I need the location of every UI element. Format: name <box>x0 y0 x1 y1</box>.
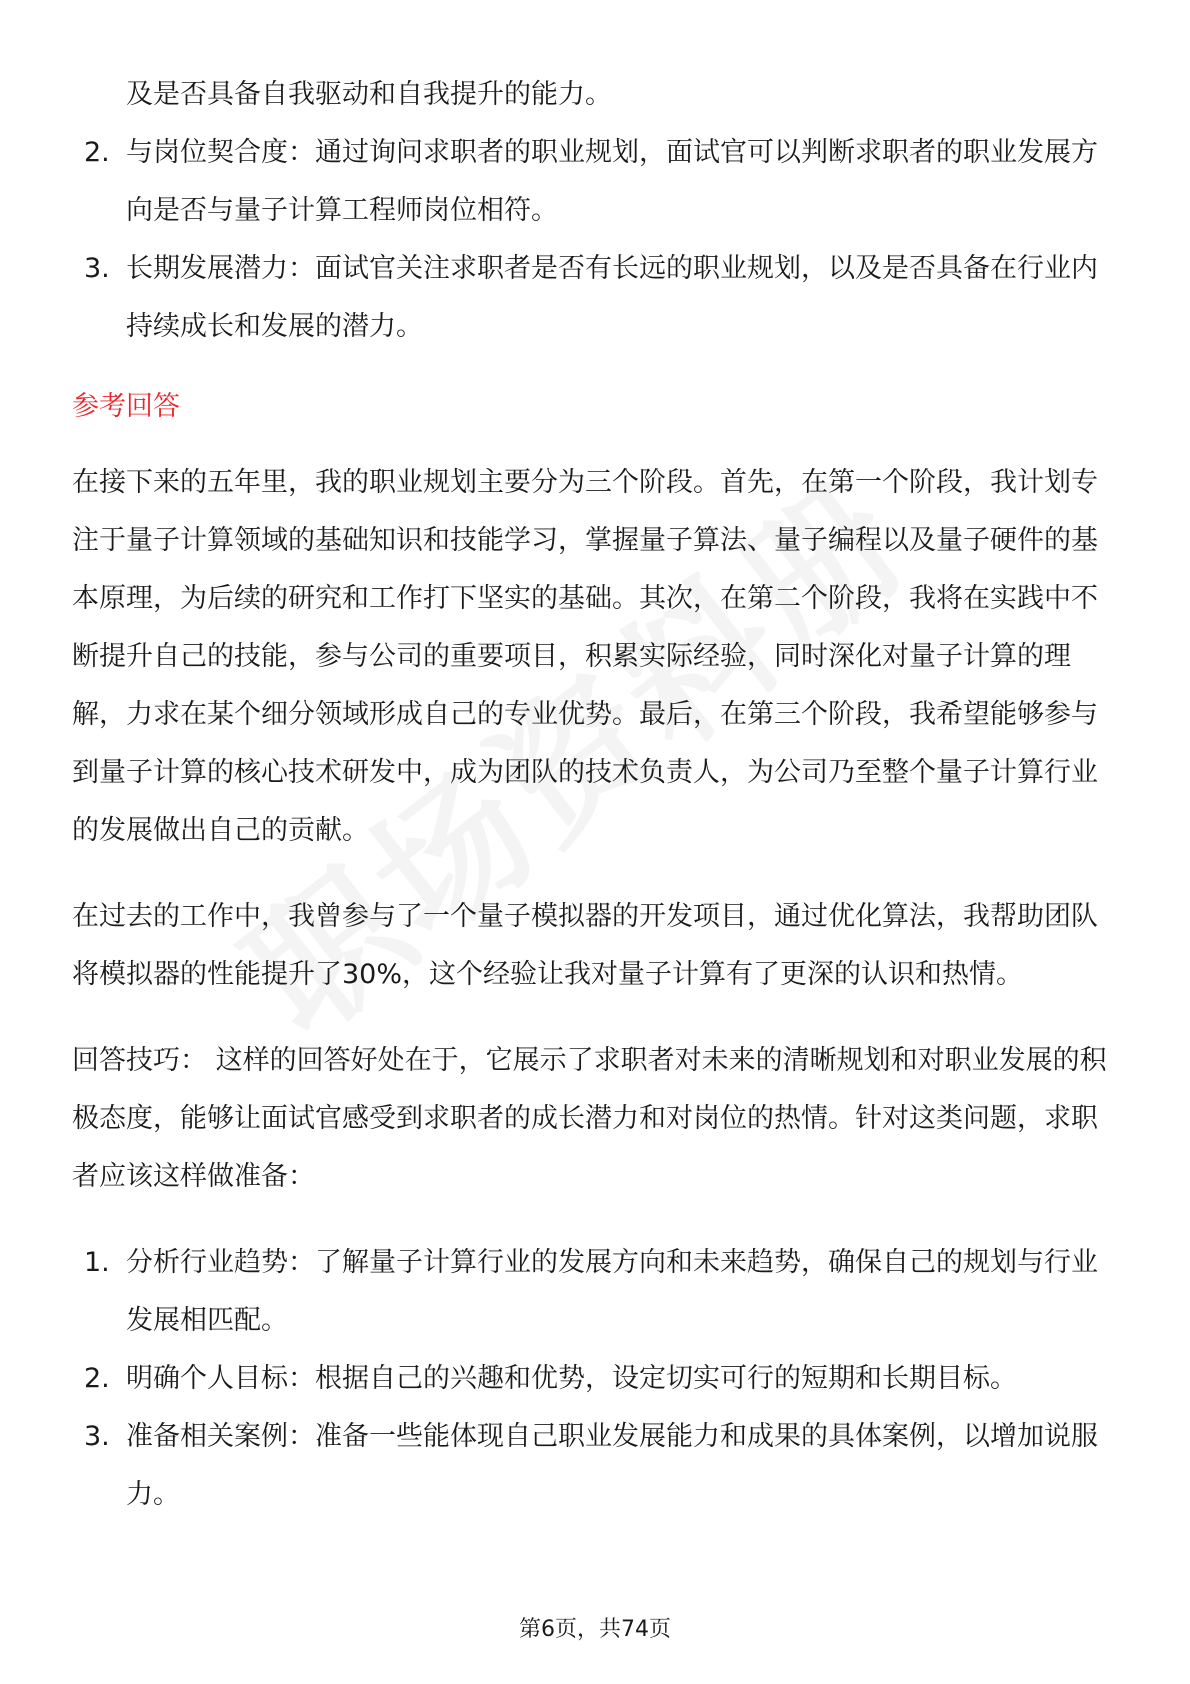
list-item <box>72 240 1122 356</box>
list-item <box>72 1350 1122 1408</box>
list-item-number: 3. <box>84 253 110 284</box>
list-item <box>72 1408 1122 1524</box>
reference-answer-heading: 参考回答 <box>72 391 180 422</box>
list-item-number: 2. <box>84 1363 110 1394</box>
evaluation-points-list <box>72 124 1122 356</box>
list-item-text: 准备相关案例：准备一些能体现自己职业发展能力和成果的具体案例，以增加说服力。 <box>126 1421 1098 1510</box>
list-item-number: 1. <box>84 1247 110 1278</box>
list-item-continuation: 及是否具备自我驱动和自我提升的能力。 <box>126 79 612 110</box>
list-item <box>72 124 1122 240</box>
list-item-number: 3. <box>84 1421 110 1452</box>
preparation-tips-list <box>72 1234 1122 1524</box>
list-item-text: 长期发展潜力：面试官关注求职者是否有长远的职业规划，以及是否具备在行业内持续成长和发展的潜力。 <box>126 253 1098 342</box>
list-item-text: 与岗位契合度：通过询问求职者的职业规划，面试官可以判断求职者的职业发展方向是否与量子计算工程师岗位相符。 <box>126 137 1098 226</box>
page-content <box>72 66 1122 1524</box>
list-item-text: 分析行业趋势：了解量子计算行业的发展方向和未来趋势，确保自己的规划与行业发展相匹配。 <box>126 1247 1098 1336</box>
list-item-number: 2. <box>84 137 110 168</box>
list-item-text: 明确个人目标：根据自己的兴趣和优势，设定切实可行的短期和长期目标。 <box>126 1363 1017 1394</box>
tips-intro-paragraph: 回答技巧： 这样的回答好处在于，它展示了求职者对未来的清晰规划和对职业发展的积极态度，能够让面试官感受到求职者的成长潜力和对岗位的热情。针对这类问题，求职者应该这样做准备： <box>72 1045 1107 1192</box>
page-number-footer: 第6页，共74页 <box>519 1617 671 1642</box>
list-item <box>72 1234 1122 1350</box>
answer-paragraph: 在过去的工作中，我曾参与了一个量子模拟器的开发项目，通过优化算法，我帮助团队将模拟器的性能提升了30%，这个经验让我对量子计算有了更深的认识和热情。 <box>72 901 1098 990</box>
answer-paragraph: 在接下来的五年里，我的职业规划主要分为三个阶段。首先，在第一个阶段，我计划专注于量子计算领域的基础知识和技能学习，掌握量子算法、量子编程以及量子硬件的基本原理，为后续的研究和工作打下坚实的基础。其次，在第二个阶段，我将在实践中不断提升自己的技能，参与公司的重要项目，积累实际经验，同时深化对量子计算的理解，力求在某个细分领域形成自己的专业优势。最后，在第三个阶段，我希望能够参与到量子计算的核心技术研发中，成为团队的技术负责人，为公司乃至整个量子计算行业的发展做出自己的贡献。 <box>72 467 1098 846</box>
